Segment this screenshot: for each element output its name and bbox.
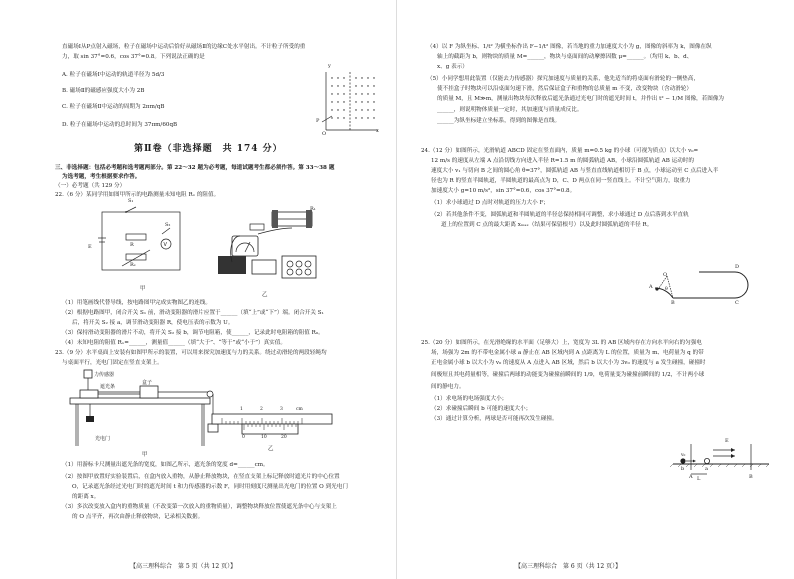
label-yi-23: 乙	[268, 446, 274, 452]
fig-label-x: x	[376, 128, 379, 134]
section-note-1: 三、非选择题：包括必考题和选考题两部分。第 22～32 题为必考题，每道试题考生都必须作答。第 33～38 题	[55, 165, 335, 171]
section-note-3: （一）必考题（共 129 分）	[55, 183, 126, 189]
label-yi: 乙	[262, 292, 268, 298]
q23-item-2b: O，记录遮光条经过光电门时的遮光时间 t 和力传感器的示数 F，同时用刻度尺测量出光电门的位置 O 到光电门	[72, 484, 348, 490]
q22-item-4: （4）未知电阻的阻值 Rₓ=______，测量值______（填“大于”、“等于”或“小于”）真实值。	[62, 340, 286, 346]
q22-item-2: （2）根据电路图甲，闭合开关 S₁ 前，滑动变阻器的滑片应置于______（填“上”或“下”）端。闭合开关 S₁	[62, 310, 324, 316]
q25-label-boundary-b: B	[749, 474, 753, 480]
caliper-main-1: 1	[240, 407, 243, 412]
q25-item-3: （3）通过计算分析，两球是否可能再次发生碰撞。	[431, 416, 558, 422]
q25-label-b: b	[681, 466, 685, 472]
magnetic-field-figure	[322, 66, 380, 136]
fig-label-p: P	[316, 118, 320, 124]
label-gate: 光电门	[95, 436, 111, 442]
q23-cont-3: x、g 表示）	[437, 64, 468, 70]
caliper-vernier-10: 10	[261, 435, 267, 440]
fig-label-o: O	[322, 131, 327, 137]
label-r1: R₁	[310, 206, 316, 212]
q24-item-2b: 道上的位置到 C 点的最大距离 xₘₐₓ（结果可保留根号）以及此时圆弧轨道的半径 R。	[441, 222, 653, 228]
section-note-2: 为选考题，考生根据要求作答。	[62, 174, 141, 180]
label-s1: S₁	[128, 198, 134, 204]
option-a: A. 粒子在磁场Ⅰ中运动的轨道半径为 5d/3	[62, 72, 165, 78]
svg-text:V: V	[163, 242, 167, 248]
label-rx: Rₓ	[130, 262, 136, 268]
footer-right: 【高三理科综合 第 6 页（共 12 页）】	[515, 563, 622, 570]
label-e: E	[88, 244, 92, 250]
q25-label-a: a	[705, 466, 708, 472]
fig-label-y: y	[328, 63, 331, 69]
intro-line-1: 直磁场Ⅰ从P点射入磁场，粒子在磁场中运动后恰好从磁场Ⅱ的边缘C处水平射出。不计粒子所受的重	[62, 44, 306, 50]
q24-line-1: 24.（12 分）如图所示，光滑轨道 ABCD 固定在竖直面内，质量 m=0.5 kg 的小球（可视为质点）以大小 v₀=	[421, 148, 699, 154]
q25-line-2: 场，场强为 2m 的不带电金属小球 a 静止在 AB 区域内到 A 点距离为 L 的位置，质量为 m、电荷量为 q 的带	[431, 350, 704, 356]
q25-label-v0: v₀	[681, 453, 686, 458]
apparatus-diagram-yi	[212, 206, 322, 288]
label-jia: 甲	[140, 286, 146, 292]
q24-line-2: 12 m/s 的速度从左端 A 点沿切线方向进入半径 R=1.5 m 的圆弧轨道 AB，小球沿圆弧轨道 AB 运动时的	[431, 158, 694, 164]
q23-cont-1: （4）以 F 为纵坐标、1/t² 为横坐标作出 F−1/t² 图像，若当地的重力加速度大小为 g，图像的斜率为 k，图像在纵	[427, 44, 712, 50]
pulley-apparatus-jia	[60, 368, 210, 450]
caliper-vernier-20: 20	[281, 435, 287, 440]
caliper-vernier-0: 0	[242, 435, 245, 440]
caliper-main-2: 2	[260, 407, 263, 412]
q23-item-2: （2）按图甲放置好实验装置后，在盒内放入重物，从静止释放物块，在竖直支架上标记释放时遮光片的中心位置	[62, 474, 340, 480]
q23-item-3: （3）多次改变放入盒内的重物质量（不改变第一次放入的重物质量），调整物块释放位置使遮光条中心与支架上	[62, 504, 337, 510]
caliper-main-3: 3	[280, 407, 283, 412]
q25-item-2: （2）求碰撞后瞬间 b 可能的速度大小；	[431, 406, 532, 412]
track-label-b: B	[671, 300, 675, 306]
q25-line-4: 间极短且其电荷量相等，碰撞后两球的动能变为碰撞前瞬间的 1/9，电荷量变为碰撞前瞬间的 1/2，不计两小球	[431, 372, 705, 378]
track-label-d: D	[735, 264, 740, 270]
q23-cont-5: 使不挂盒子时物块可以沿桌面匀速下滑，然后保证盒子和重物的总质量 m 不变，改变物块（含动滑轮）	[437, 86, 692, 92]
q25-label-e: E	[725, 438, 729, 444]
q25-line-3: 正电金属小球 b 以大小为 v₀ 的速度从 A 点进入 AB 区域，然后 b 以大小为 3v₀ 的速度与 a 发生碰撞，碰撞时	[431, 360, 706, 366]
electric-field-figure	[673, 440, 769, 480]
track-label-c: C	[735, 300, 739, 306]
q24-item-1: （1）求小球通过 D 点时对轨道的压力大小 F；	[431, 200, 549, 206]
q23-item-3b: 的 O 点平齐，再次由静止释放物块，记录相关数据。	[72, 514, 204, 520]
q23-cont-4: （5）小同学想用此装置（仅能去力传感器）探究加速度与质量的关系，他先适当的将桌面有滑轮的一侧垫高，	[427, 76, 700, 82]
section-title: 第Ⅱ卷（非选择题 共 174 分）	[134, 144, 283, 154]
q24-line-3: 速度大小 v₁ 与切向 B 之间的圆心角 θ=37°，圆弧轨道 AB 与竖直直线轨道相切于 B 点，小球运动至 C 点后进入半	[431, 168, 719, 174]
q25-item-1: （1）求电场的电场强度大小；	[431, 396, 508, 402]
q24-line-4: 径也为 R 的竖直半圆轨道，半圆轨道的最高点为 D，C、D 两点在同一竖直线上。不计空气阻力，取重力	[431, 178, 691, 184]
q25-line-1: 25.（20 分）如图所示，在光滑绝缘的水平面（足够大）上，宽度为 3L 的 AB 区域内存在方向水平向右的匀强电	[421, 340, 702, 346]
q25-label-l: L	[697, 476, 701, 482]
q25-line-5: 间的静电力。	[431, 384, 465, 390]
q23-cont-2: 轴上的截距为 b，则物块的质量 M=______，物块与桌面间的动摩擦因数 μ=______。（均用 k、b、d、	[437, 54, 693, 60]
footer-left: 【高三理科综合 第 5 页（共 12 页）】	[130, 563, 237, 570]
q23-cont-7: ______，则说明物体质量一定时，其加速度与质量成反比。	[437, 107, 583, 113]
intro-line-2: 力，取 sin 37°=0.6，cos 37°=0.8。下列说法正确的是	[62, 54, 205, 60]
caliper-unit: cm	[296, 407, 303, 412]
option-b: B. 磁场Ⅱ的磁感应强度大小为 2B	[62, 88, 145, 94]
q23-cont-6: 的质量 M，且 M≫m，测量出物块每次释放后遮光条通过光电门时的遮光时间 t，并作出 t² − 1/M 图像，若图像为	[437, 96, 725, 102]
q22-item-2b: 后，将开关 S₂ 接 a，调节滑动变阻器 R，使电压表的示数为 U。	[72, 320, 234, 326]
track-label-theta: θ	[665, 287, 668, 292]
option-d: D. 粒子在磁场中运动的总时间为 37πm/60qB	[62, 122, 178, 128]
label-r: R	[130, 242, 134, 248]
label-strip: 遮光条	[100, 384, 116, 390]
label-jia-23: 甲	[142, 452, 148, 458]
label-s2: S₂	[165, 222, 171, 228]
q25-label-boundary-a: A	[689, 474, 693, 480]
q23-cont-8: ______为纵坐标建立坐标系，得到的图像是直线。	[437, 118, 561, 124]
option-c: C. 粒子在磁场Ⅱ中运动的周期为 2πm/qB	[62, 104, 165, 110]
q23-stem-1: 23.（9 分）水平桌面上安装有如图甲所示的装置，可以用来探究加速度与力的关系。绕过动滑轮的两段轻绳均	[55, 350, 327, 356]
q22-item-1: （1）用笔画线代替导线，按电路图甲完成实物图乙的连线。	[62, 300, 211, 306]
q22-item-3: （3）保持滑动变阻器的滑片不动，将开关 S₂ 接 b，调节电阻箱，使______，记录此时电阻箱的阻值 R₀。	[62, 330, 324, 336]
q23-item-2c: 的距离 x。	[72, 494, 100, 500]
circuit-diagram-jia	[96, 204, 188, 282]
track-label-a: A	[649, 284, 653, 290]
vernier-caliper-yi	[212, 410, 332, 446]
q24-item-2: （2）若其他条件不变，圆弧轨道和半圆轨道的半径总保持相同可调整，求小球通过 D 点后落到水平直轨	[431, 212, 689, 218]
page-right	[397, 0, 794, 579]
q24-line-5: 加速度大小 g=10 m/s²，sin 37°=0.6，cos 37°=0.8。	[431, 188, 576, 194]
label-box: 盒子	[142, 380, 153, 386]
q22-stem: 22.（6 分）某同学用如图甲所示的电路测量未知电阻 Rₓ 的阻值。	[55, 192, 220, 198]
q23-stem-2: 与桌面平行，光电门固定在竖直支架上。	[62, 360, 163, 366]
label-sensor: 力传感器	[94, 372, 115, 378]
track-label-o: O	[663, 272, 668, 278]
q23-item-1: （1）用游标卡尺测量出遮光条的宽度，如图乙所示，遮光条的宽度 d=______cm。	[62, 462, 269, 468]
